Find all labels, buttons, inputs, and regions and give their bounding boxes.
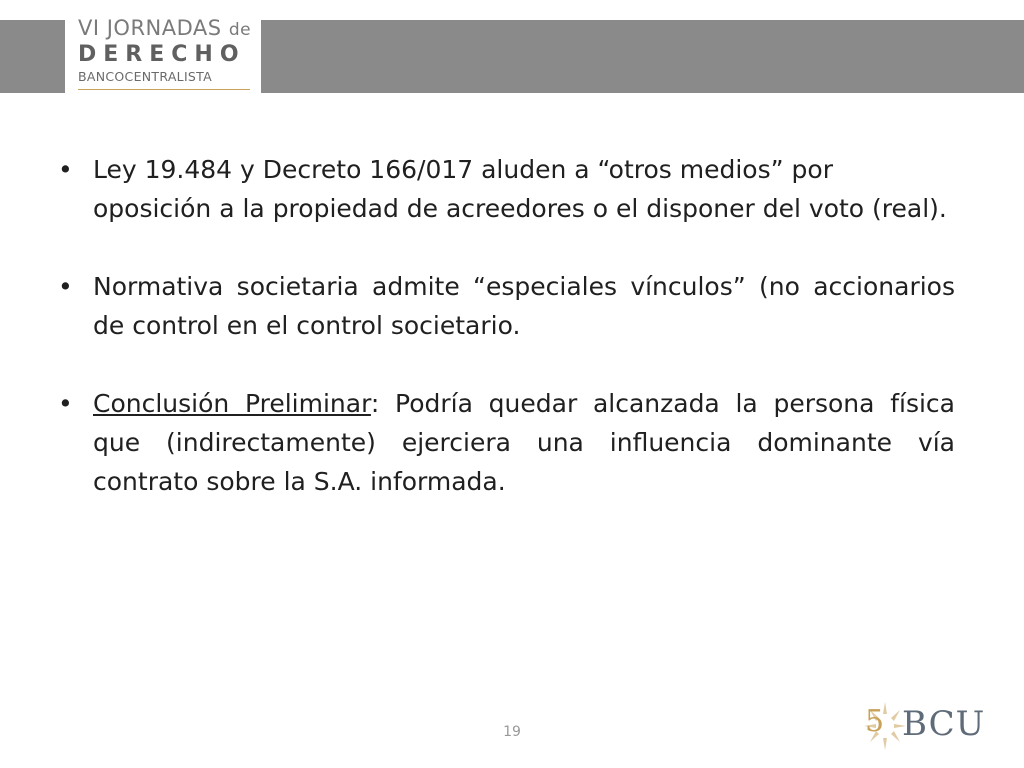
logo-line-1-suffix: de <box>228 20 252 40</box>
logo-line-2: DERECHO <box>78 42 246 67</box>
logo-line-1-text: VI JORNADAS <box>78 16 222 40</box>
bullet-underlined-heading: Conclusión Preliminar <box>93 389 371 418</box>
slide-body <box>58 150 955 540</box>
logo-line-3: BANCOCENTRALISTA <box>78 69 212 84</box>
bullet-icon: • <box>58 272 73 301</box>
bullet-item <box>58 384 955 501</box>
logo-line-1 <box>78 16 251 40</box>
bcu-logo <box>862 700 1002 752</box>
bullet-text: Normativa societaria admite “especiales vínculos” (no accionarios de control en el control societario. <box>93 272 955 340</box>
logo-rule <box>78 89 250 90</box>
bullet-text: Ley 19.484 y Decreto 166/017 aluden a “otros medios” por oposición a la propiedad de acreedores o el disponer del voto (real). <box>93 155 947 223</box>
bullet-item <box>58 267 955 345</box>
bullet-text: : Podría quedar alcanzada la persona física que (indirectamente) ejerciera una influencia dominante vía contrato sobre la S.A. informada. <box>93 389 955 496</box>
bullet-icon: • <box>58 155 73 184</box>
page-number: 19 <box>503 724 521 740</box>
bcu-logo-number: 5 <box>865 704 885 739</box>
jornadas-logo <box>65 10 261 96</box>
bullet-item <box>58 150 955 228</box>
bcu-logo-text: BCU <box>902 704 986 744</box>
bullet-icon: • <box>58 389 73 418</box>
